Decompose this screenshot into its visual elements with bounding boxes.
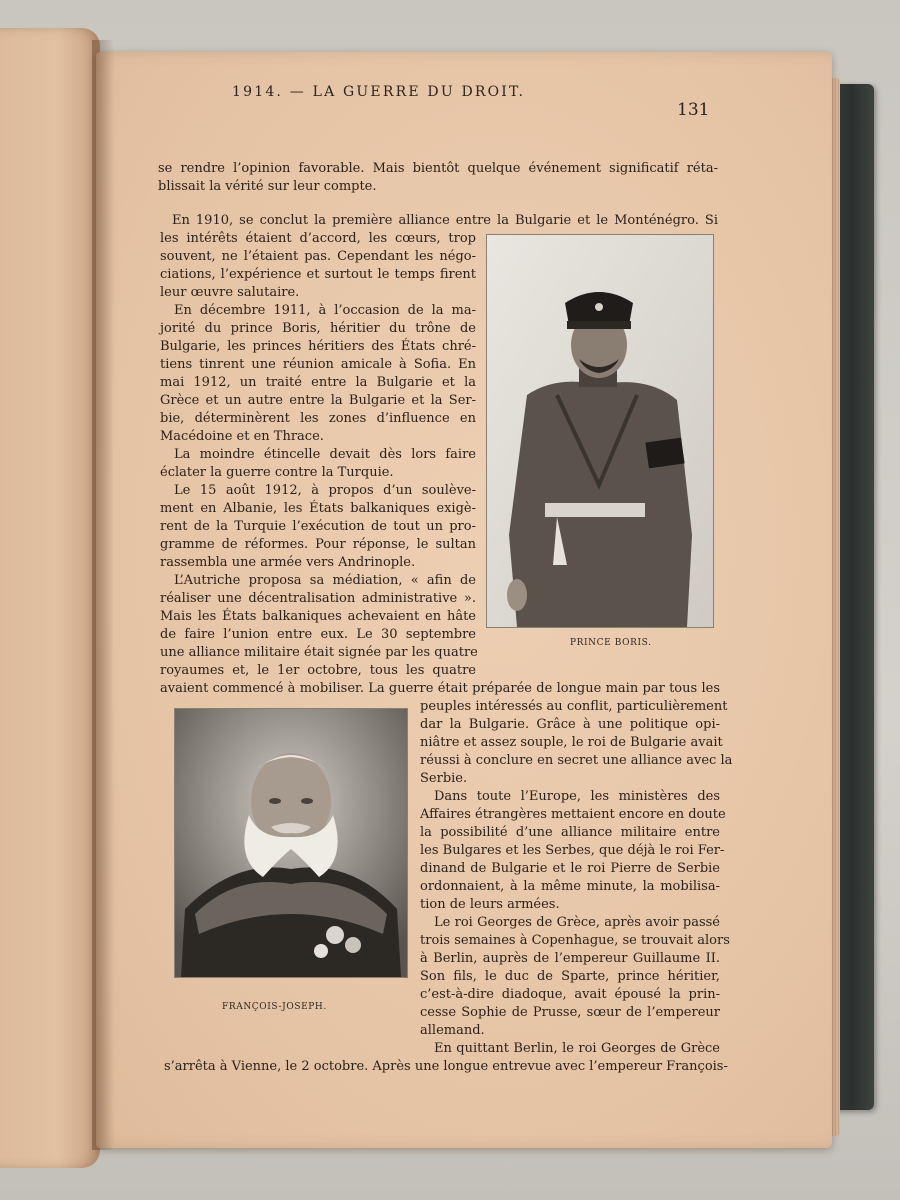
text-line: dinand de Bulgarie et le roi Pierre de Serbie	[420, 861, 720, 876]
caption-prince-boris: PRINCE BORIS.	[570, 638, 652, 648]
text-line: mai 1912, un traité entre la Bulgarie et la	[160, 375, 476, 390]
text-line: En quittant Berlin, le roi Georges de Grèce	[434, 1041, 720, 1056]
text-line: c’est-à-dire diadoque, avait épousé la prin-	[420, 987, 720, 1002]
text-line: bie, déterminèrent les zones d’influence en	[160, 411, 476, 426]
text-line: jorité du prince Boris, héritier du trône de	[160, 321, 476, 336]
text-line: gramme de réformes. Pour réponse, le sultan	[160, 537, 476, 552]
text-line: Le roi Georges de Grèce, après avoir passé	[434, 915, 720, 930]
text-line: réaliser une décentralisation administrative ».	[160, 591, 476, 606]
portrait-illustration-francois-joseph	[175, 709, 407, 977]
text-line: Dans toute l’Europe, les ministères des	[434, 789, 720, 804]
text-line: niâtre et assez souple, le roi de Bulgarie avait	[420, 735, 723, 750]
text-line: Bulgarie, les princes héritiers des États chré-	[160, 339, 476, 354]
text-line: Mais les États balkaniques achevaient en hâte	[160, 609, 476, 624]
text-line: ordonnaient, à la même minute, la mobilisa-	[420, 879, 720, 894]
text-line: éclater la guerre contre la Turquie.	[160, 465, 394, 480]
text-line: L’Autriche proposa sa médiation, « afin de	[174, 573, 476, 588]
text-line: les Bulgares et les Serbes, que déjà le roi Fer-	[420, 843, 725, 858]
photo-prince-boris	[486, 234, 714, 628]
text-line: tion de leurs armées.	[420, 897, 560, 912]
photo-francois-joseph	[174, 708, 408, 978]
text-line: rent de la Turquie l’exécution de tout un pro-	[160, 519, 476, 534]
text-line: à Berlin, auprès de l’empereur Guillaume II.	[420, 951, 720, 966]
text-line: réussi à conclure en secret une alliance avec la	[420, 753, 733, 768]
text-line: allemand.	[420, 1023, 485, 1038]
text-line: Macédoine et en Thrace.	[160, 429, 324, 444]
portrait-illustration-boris	[487, 235, 713, 627]
text-line: rassembla une armée vers Andrinople.	[160, 555, 416, 570]
text-line: En décembre 1911, à l’occasion de la ma-	[174, 303, 476, 318]
text-line: la possibilité d’une alliance militaire entre	[420, 825, 720, 840]
text-line: s’arrêta à Vienne, le 2 octobre. Après une longue entrevue avec l’empereur François-	[164, 1059, 728, 1074]
text-line: ciations, l’expérience et surtout le temps firent	[160, 267, 476, 282]
text-line: une alliance militaire était signée par les quatre	[160, 645, 478, 660]
running-header: 1914. — LA GUERRE DU DROIT.	[232, 84, 526, 100]
text-line: de faire l’union entre eux. Le 30 septembre	[160, 627, 476, 642]
text-line: souvent, ne l’étaient pas. Cependant les négo-	[160, 249, 476, 264]
text-line: Son fils, le duc de Sparte, prince héritier,	[420, 969, 720, 984]
text-line: peuples intéressés au conflit, particulièrement	[420, 699, 728, 714]
text-line: dar la Bulgarie. Grâce à une politique opi-	[420, 717, 720, 732]
text-line: blissait la vérité sur leur compte.	[158, 179, 377, 194]
text-line: Affaires étrangères mettaient encore en doute	[420, 807, 726, 822]
text-line: Serbie.	[420, 771, 468, 786]
text-line: avaient commencé à mobiliser. La guerre était préparée de longue main par tous les	[160, 681, 720, 696]
text-line: royaumes et, le 1er octobre, tous les quatre	[160, 663, 476, 678]
text-line: leur œuvre salutaire.	[160, 285, 300, 300]
left-page-edge	[0, 28, 100, 1168]
page-number: 131	[677, 100, 710, 120]
text-line: tiens tinrent une réunion amicale à Sofia. En	[160, 357, 476, 372]
text-line: En 1910, se conclut la première alliance entre la Bulgarie et le Monténégro. Si	[172, 213, 718, 228]
text-line: se rendre l’opinion favorable. Mais bientôt quelque événement significatif réta-	[158, 161, 718, 176]
text-line: Grèce et un autre entre la Bulgarie et la Ser-	[160, 393, 476, 408]
text-line: trois semaines à Copenhague, se trouvait alors	[420, 933, 730, 948]
text-line: Le 15 août 1912, à propos d’un soulève-	[174, 483, 476, 498]
text-line: La moindre étincelle devait dès lors faire	[174, 447, 476, 462]
book-gutter	[92, 40, 114, 1150]
text-line: les intérêts étaient d’accord, les cœurs, trop	[160, 231, 476, 246]
caption-francois-joseph: FRANÇOIS-JOSEPH.	[222, 1002, 327, 1012]
text-line: cesse Sophie de Prusse, sœur de l’empereur	[420, 1005, 720, 1020]
text-line: ment en Albanie, les États balkaniques exigè-	[160, 501, 476, 516]
